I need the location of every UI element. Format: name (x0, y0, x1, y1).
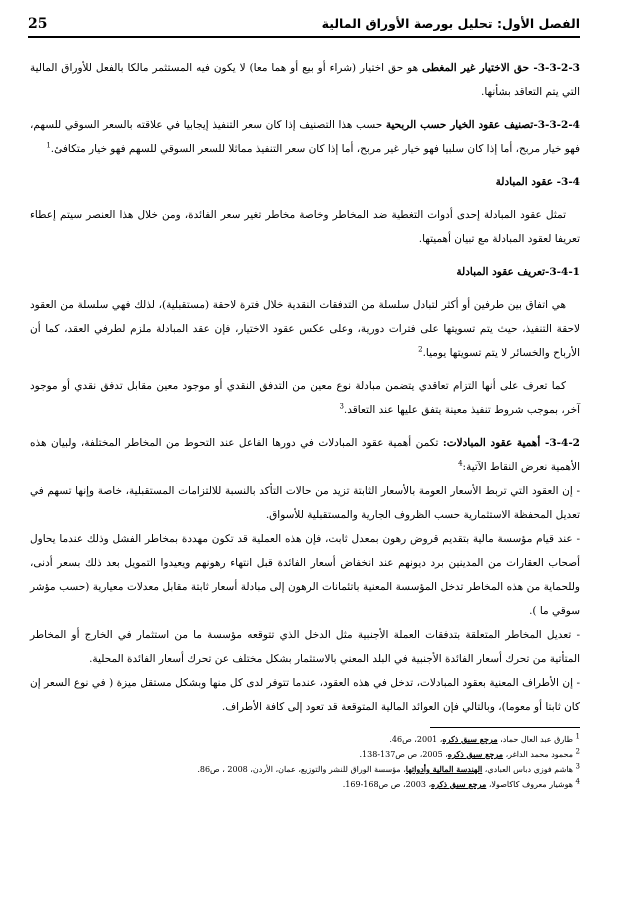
footnote: $^3$ هاشم فوزي دباس العبادي، الهندسة المالية وأدواتها، مؤسسة الوراق للنشر والتوزيع، عمان، الأردن، 2008 ، ص86. (197, 762, 580, 774)
footnote: $^2$ محمود محمد الداغر، مرجع سبق ذكره، 2005، ص ص137-138. (359, 747, 580, 759)
paragraph-text: تكمن أهمية عقود المبادلات في دورها الفاعل عند التحوط من المخاطر المختلفة، ولبيان هذه الأهمية نعرض النقاط الآتية: (30, 437, 580, 473)
section-heading: 3-4-2- أهمية عقود المبادلات: (442, 437, 580, 449)
page-number: 25 (28, 16, 48, 32)
list-item: - إن الأطراف المعنية بعقود المبادلات، تدخل في هذه العقود، عندما تتوفر لدى كل منها وبشكل مستقل ميزة ( في نوع السعر إن كان ثابتا أو معوما)، وبالتالي فإن العوائد المالية المتوقعة قد تعود إلى كافة الأطراف. (30, 677, 580, 713)
footnotes (30, 732, 580, 792)
footnote-ref[interactable]: 3 (339, 402, 344, 411)
footnote-ref[interactable]: 2 (418, 345, 423, 354)
paragraph-profitability-classification (30, 113, 580, 161)
paragraph-text: هي اتفاق بين طرفين أو أكثر لتبادل سلسلة من التدفقات النقدية خلال فترة لاحقة (مستقبلية)، لذلك فهي سلسلة من العقود لاحقة التنفيذ، حيث يتم تسويتها على فترات دورية، وعلى عكس عقود الاختيار، فإن عقد المبادلة ملزم لطرفي العقد، كما أن الأرباح والخسائر لا يتم تسويتها يوميا. (30, 299, 580, 359)
paragraph-swap-importance (30, 431, 580, 479)
list-item: - عند قيام مؤسسة مالية بتقديم قروض رهون بمعدل ثابت، فإن هذه العملية قد تكون مهددة بمخاطر الفشل وذلك عندما يحاول أصحاب العقارات من المدينين برد ديونهم عند انخفاض أسعار الفائدة قبل انتهاء رهونهم ويعيدوا التمويل بعد ذلك بسعر أدنى، وللحماية من هذه المخاطر تدخل المؤسسة المعنية باتئمانات الرهون إلى مبادلة أسعار ثابتة مقابل معدلات معيارية (حسب مؤشر سوقي ما ). (30, 533, 580, 617)
section-heading: 3-3-2-4-تصنيف عقود الخيار حسب الربحية (385, 119, 580, 131)
footnote: $^1$ طارق عبد العال حماد، مرجع سبق ذكره، 2001، ص46. (389, 732, 580, 744)
footnote-ref[interactable]: 1 (46, 141, 51, 150)
paragraph-swap-definition (30, 293, 580, 365)
paragraph-text: كما تعرف على أنها التزام تعاقدي يتضمن مبادلة نوع معين من التدفق النقدي أو موجود معين مقابل تدفق نقدي أو موجود آخر، بموجب شروط تنفيذ معينة يتفق عليها عند التعاقد. (30, 380, 580, 416)
section-heading-swap-definition: 3-4-1-تعريف عقود المبادلة (456, 266, 580, 278)
paragraph-uncovered-option (30, 56, 580, 104)
paragraph-swap-definition-2 (30, 374, 580, 422)
section-heading: 3-3-2-3- حق الاختيار غير المغطى (422, 62, 580, 74)
footnote-ref[interactable]: 4 (458, 459, 463, 468)
section-heading-swaps: 3-4- عقود المبادلة (495, 176, 580, 188)
footnote-separator (430, 727, 580, 728)
paragraph-text: هو حق اختيار (شراء أو بيع أو هما معا) لا يكون فيه المستثمر مالكا بالفعل للأوراق المالية التي يتم التعاقد بشأنها. (30, 62, 580, 98)
running-header (28, 14, 580, 38)
list-item: - تعديل المخاطر المتعلقة بتدفقات العملة الأجنبية مثل الدخل الذي تتوقعه مؤسسة ما من استثمار في الخارج أو المخاطر المتأتية من تحرك أسعار الفائدة الأجنبية في البلد المعني بالاستثمار بشكل مختلف عن تحرك أسعار الفائدة المحلية. (30, 629, 580, 665)
list-item: - إن العقود التي تربط الأسعار العومة بالأسعار الثابتة تزيد من حالات التأكد بالنسبة للالتزامات المستقبلية، خاصة وإنها تسهم في تعديل المحفظة الاستثمارية حسب الظروف الجارية والمستقبلية للأسواق. (30, 485, 580, 521)
paragraph-swaps-intro: تمثل عقود المبادلة إحدى أدوات التغطية ضد المخاطر وخاصة مخاطر تغير سعر الفائدة، ومن خلال هذا العنصر سيتم إعطاء تعريفا لعقود المبادلة مع تبيان أهميتها. (30, 209, 580, 245)
chapter-title: الفصل الأول: تحليل بورصة الأوراق المالية (321, 16, 580, 31)
paragraph-text: حسب هذا التصنيف إذا كان سعر التنفيذ إيجابيا في علاقته بالسعر السوقي للسهم، فهو خيار مربح، أما إذا كان سلبيا فهو خيار غير مربح، أما إذا كان سعر التنفيذ مماثلا للسعر السوقي للسهم فهو خيار متكافئ. (30, 119, 580, 155)
footnote: $^4$ هوشيار معروف كاكاصولا، مرجع سبق ذكره، 2003، ص ص168-169. (342, 777, 580, 789)
page-body (30, 56, 580, 792)
